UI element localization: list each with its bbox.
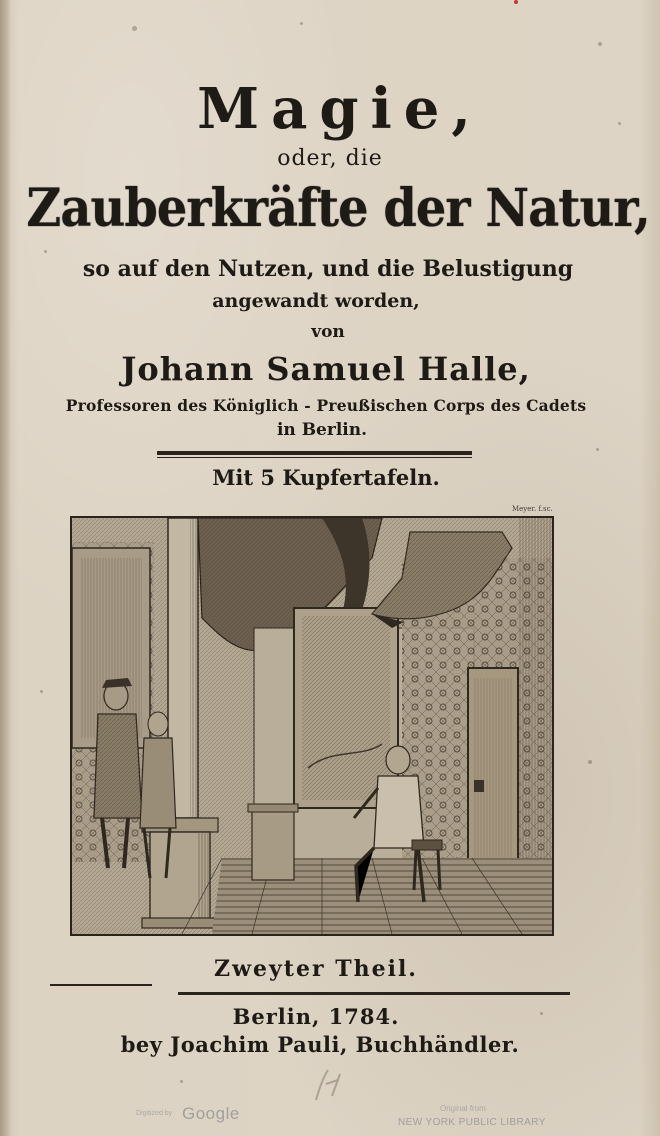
main-title: Zauberkräfte der Natur, bbox=[26, 178, 650, 239]
subtitle-line-2: angewandt worden, bbox=[212, 290, 420, 312]
von-label: von bbox=[311, 322, 345, 342]
volume-label: Zweyter Theil. bbox=[214, 956, 418, 982]
engraving-plate bbox=[70, 516, 554, 936]
subtitle-line-1: so auf den Nutzen, und die Belustigung bbox=[82, 256, 574, 282]
title-divider-thick bbox=[157, 451, 472, 455]
ink-scribble bbox=[310, 1066, 346, 1106]
author-name: Johann Samuel Halle, bbox=[121, 350, 531, 388]
paper-speck bbox=[300, 22, 303, 25]
plate-credit: Meyer. f.sc. bbox=[512, 505, 553, 513]
digitized-by-label: Digitized by bbox=[136, 1110, 173, 1117]
paper-speck bbox=[40, 690, 43, 693]
google-watermark: Google bbox=[182, 1104, 240, 1123]
imprint-line-1: Berlin, 1784. bbox=[232, 1004, 400, 1029]
paper-speck bbox=[596, 448, 599, 451]
engraving-illustration bbox=[72, 518, 552, 934]
imprint-line-2: bey Joachim Pauli, Buchhändler. bbox=[120, 1032, 520, 1057]
paper-speck bbox=[598, 42, 602, 46]
rule-imprint bbox=[178, 992, 570, 995]
library-watermark: NEW YORK PUBLIC LIBRARY bbox=[398, 1117, 546, 1128]
author-title-line-2: in Berlin. bbox=[276, 420, 368, 440]
paper-speck bbox=[180, 1080, 183, 1083]
original-from-label: Original from bbox=[440, 1104, 486, 1113]
title-oder-die: oder, die bbox=[277, 146, 383, 171]
rule-left bbox=[50, 984, 152, 986]
paper-speck bbox=[588, 760, 592, 764]
paper-speck bbox=[44, 250, 47, 253]
title-magie: Magie, bbox=[197, 76, 483, 142]
paper-speck bbox=[132, 26, 137, 31]
title-divider-thin bbox=[157, 457, 472, 458]
author-title-line-1: Professoren des Königlich - Preußischen Corps des Cadets bbox=[65, 396, 587, 415]
red-mark bbox=[514, 0, 518, 4]
plates-note: Mit 5 Kupfertafeln. bbox=[212, 465, 440, 490]
